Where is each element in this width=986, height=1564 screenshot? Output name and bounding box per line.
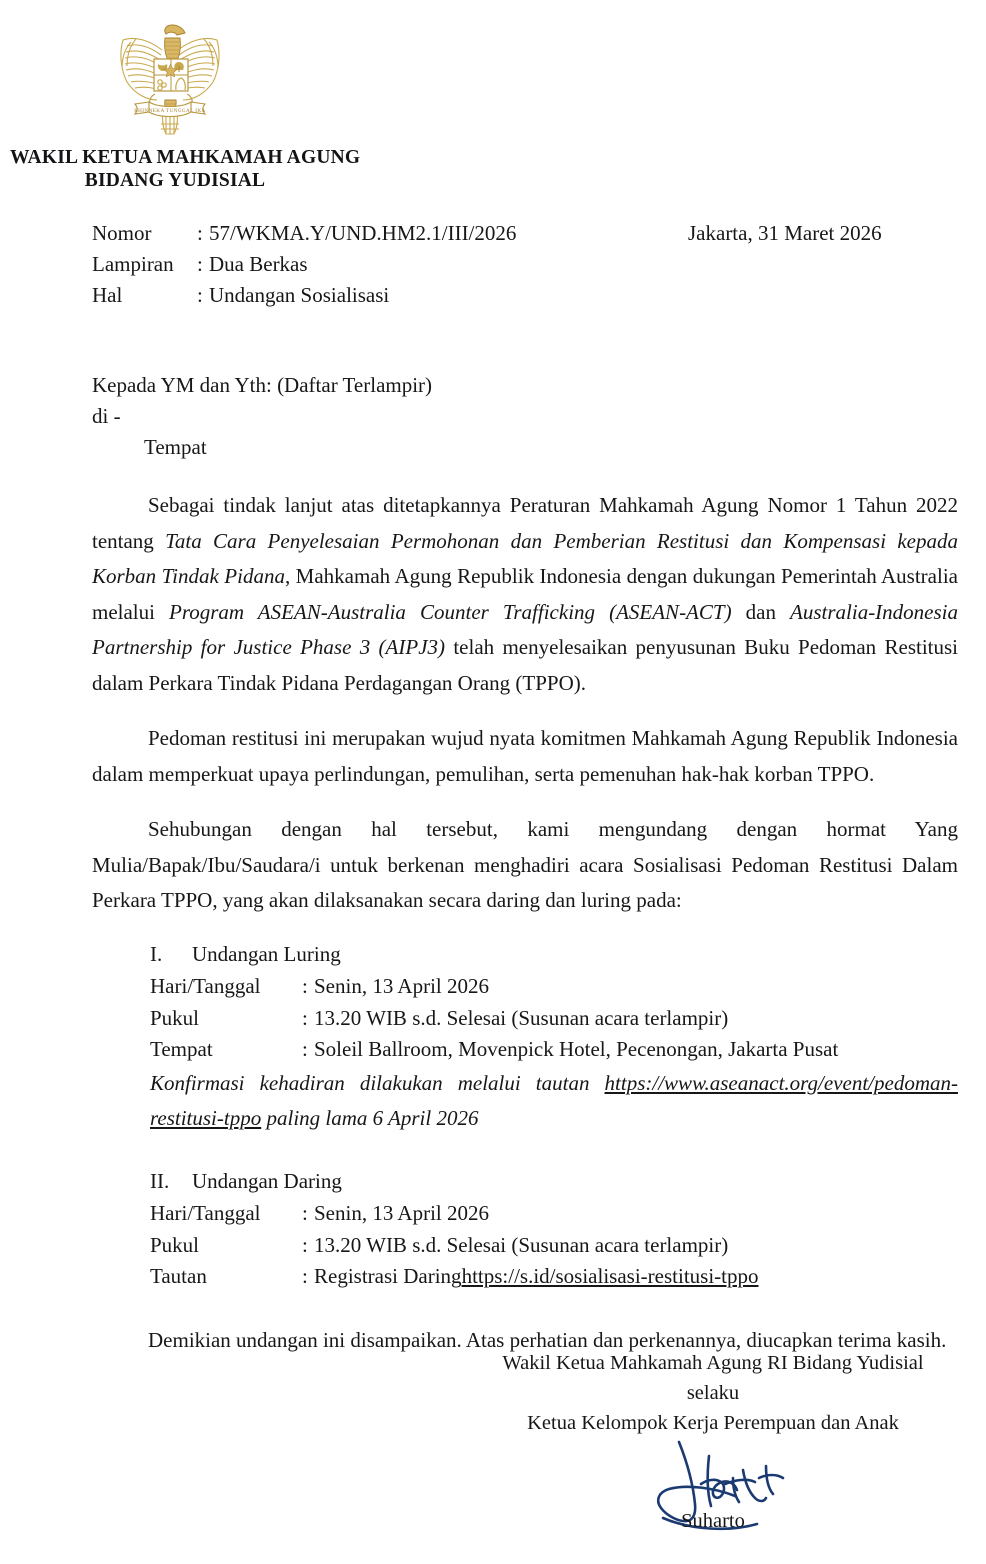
paragraph-1: [92, 488, 958, 701]
section-number-daring: II.: [150, 1168, 170, 1193]
reference-value-lampiran: Dua Berkas: [209, 252, 308, 276]
detail-row-daring-pukul: [150, 1230, 958, 1262]
detail-label-luring-pukul: Pukul: [150, 1005, 200, 1030]
paragraph-1-text-3: dan: [731, 599, 791, 624]
detail-colon-daring-tanggal: :: [302, 1201, 308, 1225]
reference-row-hal: [92, 280, 516, 311]
registration-link[interactable]: https://s.id/sosialisasi-restitusi-tppo: [461, 1264, 759, 1288]
detail-value-luring-tanggal: Senin, 13 April 2026: [314, 974, 490, 998]
reference-label-lampiran: Lampiran: [92, 252, 174, 276]
reference-value-hal: Undangan Sosialisasi: [209, 283, 390, 307]
garuda-pancasila-emblem: [105, 16, 235, 144]
paragraph-1-text-4: telah menyelesaikan penyusunan Buku Pedoman Restitusi dalam Perkara Tindak Pidana Perdagangan Orang (TPPO).: [92, 635, 959, 695]
detail-value-luring-tempat: Soleil Ballroom, Movenpick Hotel, Pecenongan, Jakarta Pusat: [314, 1037, 839, 1061]
signature-block: [440, 1348, 986, 1536]
reference-row-lampiran: [92, 249, 516, 280]
letterhead-line-2: BIDANG YUDISIAL: [84, 170, 266, 191]
section-title-luring: Undangan Luring: [192, 941, 341, 966]
reference-colon-nomor: :: [197, 221, 203, 245]
confirmation-text-post: paling lama 6 April 2026: [261, 1105, 479, 1130]
letter-body: [92, 488, 958, 1358]
detail-label-luring-tempat: Tempat: [150, 1037, 213, 1061]
closing-spacer: [92, 1293, 958, 1323]
addressee-line-2: di -: [92, 404, 121, 428]
detail-colon-luring-pukul: :: [302, 1005, 308, 1030]
signatory-name: Suharto: [681, 1510, 745, 1532]
signatory-title-line-3: Ketua Kelompok Kerja Perempuan dan Anak: [527, 1412, 899, 1434]
paragraph-1-text-1: Sebagai tindak lanjut atas ditetapkannya Peraturan Mahkamah Agung Nomor 1 Tahun 2022 tentang: [92, 493, 958, 553]
letterhead: [0, 10, 360, 192]
confirmation-text-pre: Konfirmasi kehadiran dilakukan melalui tautan: [150, 1070, 605, 1095]
detail-value-luring-pukul: 13.20 WIB s.d. Selesai (Susunan acara terlampir): [314, 1005, 729, 1030]
detail-colon-luring-tempat: :: [302, 1037, 308, 1061]
detail-row-luring-pukul: [150, 1003, 958, 1035]
section-number-luring: I.: [150, 941, 163, 966]
reference-colon-lampiran: :: [197, 252, 203, 276]
paragraph-1-italic-1: Tata Cara Penyelesaian Permohonan dan Pemberian Restitusi dan Kompensasi kepada Korban Tindak Pidana: [92, 528, 958, 588]
detail-colon-daring-pukul: :: [302, 1232, 308, 1257]
event-section-daring: [150, 1166, 958, 1293]
detail-value-daring-tanggal: Senin, 13 April 2026: [314, 1201, 490, 1225]
paragraph-2: Pedoman restitusi ini merupakan wujud nyata komitmen Mahkamah Agung Republik Indonesia dalam memperkuat upaya perlindungan, pemulihan, serta pemenuhan hak-hak korban TPPO.: [92, 726, 958, 786]
confirmation-paragraph: [150, 1066, 958, 1136]
detail-row-daring-tautan: [150, 1261, 958, 1293]
reference-label-nomor: Nomor: [92, 221, 152, 245]
addressee-line-3: Tempat: [144, 435, 207, 459]
reference-value-nomor: 57/WKMA.Y/UND.HM2.1/III/2026: [209, 221, 517, 245]
detail-label-daring-tanggal: Hari/Tanggal: [150, 1201, 261, 1225]
reference-row-nomor: [92, 218, 516, 249]
paragraph-3: Sehubungan dengan hal tersebut, kami mengundang dengan hormat Yang Mulia/Bapak/Ibu/Saudara/i untuk berkenan menghadiri acara Sosialisasi Pedoman Restitusi Dalam Perkara TPPO, yang akan dilaksanakan secara daring dan luring pada:: [92, 817, 958, 912]
detail-colon-luring-tanggal: :: [302, 974, 308, 998]
detail-value-daring-tautan: Registrasi Daring: [314, 1264, 462, 1288]
signatory-title-line-1: Wakil Ketua Mahkamah Agung RI Bidang Yudisial: [502, 1352, 924, 1374]
addressee-line-1: Kepada YM dan Yth: (Daftar Terlampir): [92, 373, 433, 397]
reference-label-hal: Hal: [92, 283, 123, 307]
detail-label-daring-tautan: Tautan: [150, 1264, 207, 1288]
section-spacer: [92, 1136, 958, 1166]
reference-colon-hal: :: [197, 283, 203, 307]
paragraph-1-italic-2: Program ASEAN-Australia Counter Trafficking (ASEAN-ACT): [169, 599, 732, 624]
detail-row-daring-tanggal: [150, 1198, 958, 1230]
paragraph-1-text-2: , Mahkamah Agung Republik Indonesia dengan dukungan Pemerintah Australia melalui: [92, 564, 958, 624]
detail-colon-daring-tautan: :: [302, 1264, 308, 1288]
event-section-luring: [150, 939, 958, 1136]
section-heading-luring: [150, 939, 958, 971]
svg-text:BHINNEKA TUNGGAL IKA: BHINNEKA TUNGGAL IKA: [134, 108, 206, 114]
addressee-block: [92, 370, 432, 463]
letterhead-line-1: WAKIL KETUA MAHKAMAH AGUNG: [10, 147, 361, 168]
section-title-daring: Undangan Daring: [192, 1168, 342, 1193]
detail-label-daring-pukul: Pukul: [150, 1232, 200, 1257]
detail-label-luring-tanggal: Hari/Tanggal: [150, 974, 261, 998]
reference-block: [92, 218, 516, 311]
closing-paragraph: Demikian undangan ini disampaikan. Atas perhatian dan perkenannya, diucapkan terima kasih.: [148, 1327, 947, 1352]
signatory-title-line-2: selaku: [686, 1382, 740, 1404]
paragraph-1-italic-3: Australia-Indonesia Partnership for Justice Phase 3 (AIPJ3): [92, 599, 959, 659]
detail-value-daring-pukul: 13.20 WIB s.d. Selesai (Susunan acara terlampir): [314, 1232, 729, 1257]
confirmation-link[interactable]: https://www.aseanact.org/event/pedoman-restitusi-tppo: [150, 1070, 958, 1130]
detail-row-luring-tempat: [150, 1034, 958, 1066]
place-and-date: Jakarta, 31 Maret 2026: [688, 221, 882, 245]
detail-row-luring-tanggal: [150, 971, 958, 1003]
section-heading-daring: [150, 1166, 958, 1198]
